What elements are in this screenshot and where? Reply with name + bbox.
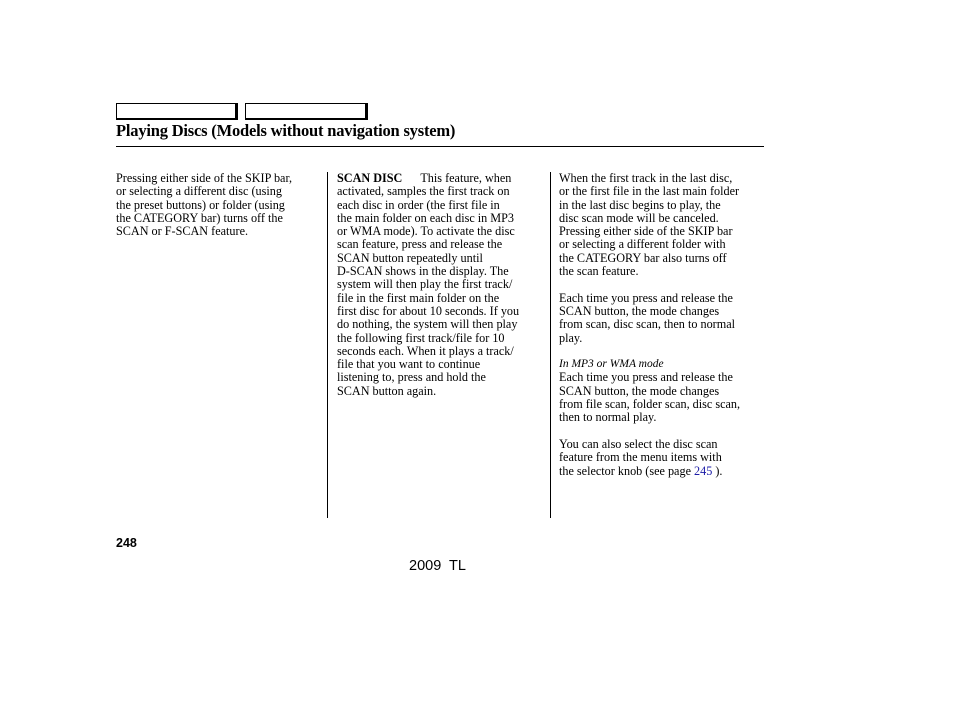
title-rule xyxy=(116,146,764,147)
text-line: from scan, disc scan, then to normal xyxy=(559,317,735,332)
text-line: or WMA mode). To activate the disc xyxy=(337,224,515,239)
text-line: the scan feature. xyxy=(559,264,639,279)
text-line: When the first track in the last disc, xyxy=(559,171,733,185)
model-footer: 2009 TL xyxy=(409,558,466,574)
text-line: disc scan mode will be canceled. xyxy=(559,210,719,225)
text-line: or selecting a different folder with xyxy=(559,237,726,252)
text-line: D-SCAN shows in the display. The xyxy=(337,264,509,279)
text-line: from file scan, folder scan, disc scan, xyxy=(559,397,741,412)
text-line: system will then play the first track/ xyxy=(337,277,513,292)
column-divider-2 xyxy=(550,172,551,518)
text-line: listening to, press and hold the xyxy=(337,370,486,385)
text-line: SCAN button, the mode changes xyxy=(559,303,720,318)
text-line: or the first file in the last main folder xyxy=(559,184,740,199)
text-line: file that you want to continue xyxy=(337,357,481,372)
text-line: feature from the menu items with xyxy=(559,450,722,465)
text-line: Each time you press and release the xyxy=(559,370,733,385)
text-line: the CATEGORY bar) turns off the xyxy=(116,210,283,225)
text-line: SCAN or F-SCAN feature. xyxy=(116,224,249,239)
subheading: In MP3 or WMA mode xyxy=(559,358,664,371)
text-line: do nothing, the system will then play xyxy=(337,317,518,332)
text-fragment: the selector knob (see page xyxy=(559,463,695,478)
text-line: SCAN button again. xyxy=(337,383,437,398)
text-line: seconds each. When it plays a track/ xyxy=(337,343,514,358)
section-tab-1 xyxy=(116,103,238,120)
text-line: the main folder on each disc in MP3 xyxy=(337,210,515,225)
text-line: SCAN button repeatedly until xyxy=(337,250,483,265)
text-line: Pressing either side of the SKIP bar xyxy=(559,224,733,239)
text-line: You can also select the disc scan xyxy=(559,436,718,451)
text-line: file in the first main folder on the xyxy=(337,290,500,305)
page-title: Playing Discs (Models without navigation system) xyxy=(116,121,456,140)
section-tab-2 xyxy=(245,103,368,120)
text-line: each disc in order (the first file in xyxy=(337,197,500,212)
page-number: 248 xyxy=(116,536,137,550)
text-line xyxy=(337,172,545,185)
column-divider-1 xyxy=(327,172,328,518)
text-line: activated, samples the first track on xyxy=(337,184,510,199)
text-line: play. xyxy=(559,330,583,345)
text-line xyxy=(559,465,767,478)
text-fragment: ). xyxy=(712,463,723,478)
column-right xyxy=(559,172,767,478)
column-middle xyxy=(337,172,545,398)
text-line: the preset buttons) or folder (using xyxy=(116,197,285,212)
text-line: or selecting a different disc (using xyxy=(116,184,282,199)
text-line: in the last disc begins to play, the xyxy=(559,197,721,212)
text-line: the following first track/file for 10 xyxy=(337,330,505,345)
section-lead: SCAN DISC xyxy=(337,171,403,185)
text-line: SCAN button, the mode changes xyxy=(559,383,720,398)
text-line: the CATEGORY bar also turns off xyxy=(559,250,727,265)
column-left xyxy=(116,172,321,238)
text-line: first disc for about 10 seconds. If you xyxy=(337,303,520,318)
text-line: Pressing either side of the SKIP bar, xyxy=(116,171,293,185)
lead-text: This feature, when xyxy=(420,171,512,185)
text-line: scan feature, press and release the xyxy=(337,237,503,252)
text-line: Each time you press and release the xyxy=(559,290,733,305)
text-line: then to normal play. xyxy=(559,410,657,425)
page-link[interactable]: 245 xyxy=(694,463,713,478)
